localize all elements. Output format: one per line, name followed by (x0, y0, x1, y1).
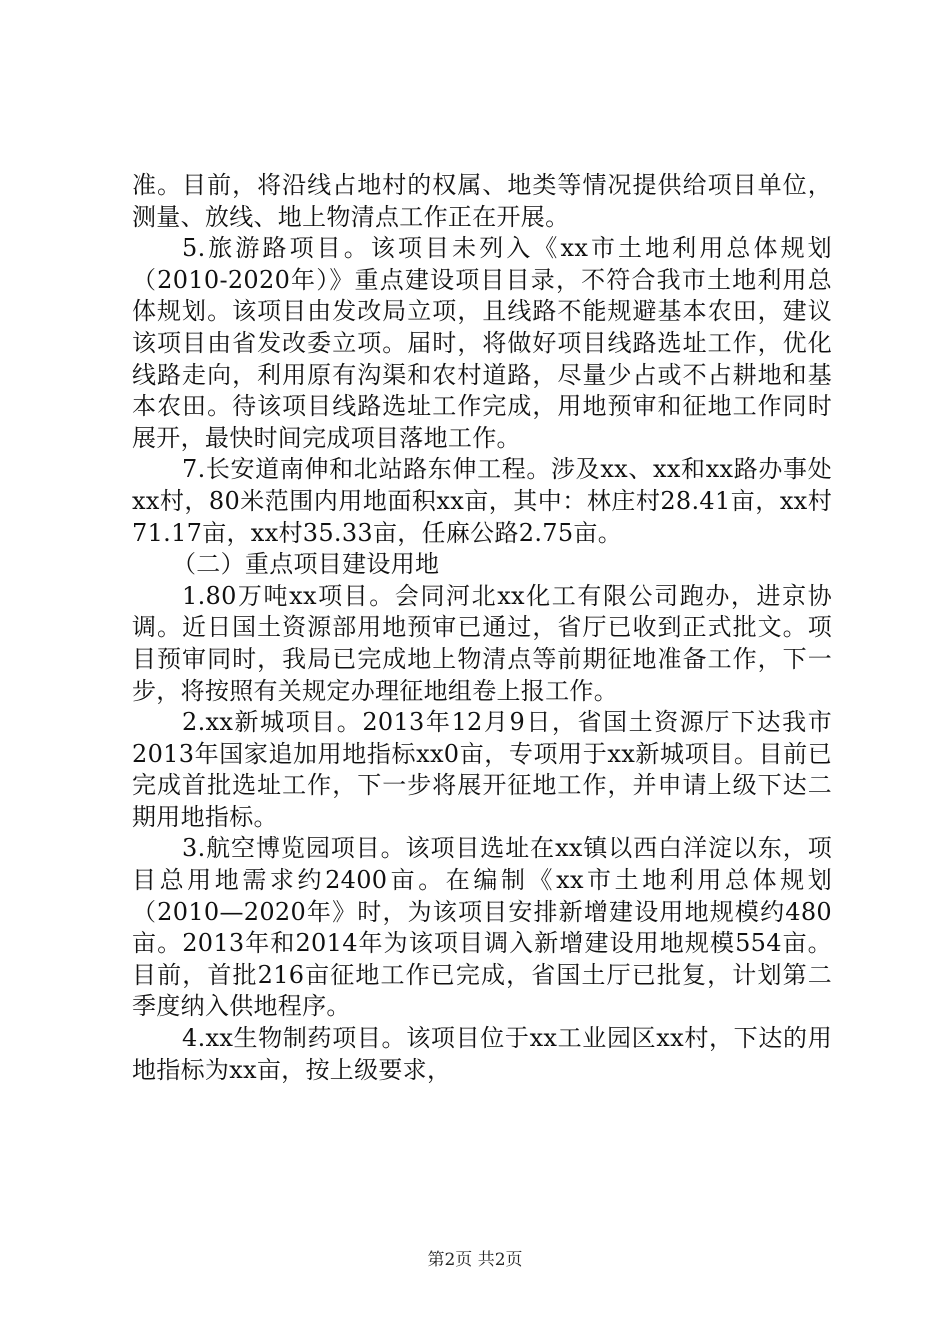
paragraph-aviation-expo-project: 3.航空博览园项目。该项目选址在xx镇以西白洋淀以东，项目总用地需求约2400亩。在编制《xx市土地利用总体规划（2010—2020年》时，为该项目安排新增建设用地规模约480亩。2013年和2014年为该项目调入新增建设用地规模554亩。目前，首批216亩征地工作已完成，省国土厅已批复，计划第二季度纳入供地程序。 (132, 834, 832, 1021)
page-footer: 第2页 共2页 (427, 1250, 523, 1270)
document-body (132, 170, 832, 1086)
paragraph-changan-road-project: 7.长安道南伸和北站路东伸工程。涉及xx、xx和xx路办事处xx村，80米范围内用地面积xx亩，其中：林庄村28.41亩，xx村71.17亩，xx村35.33亩，任麻公路2.75亩。 (132, 455, 832, 547)
paragraph-800k-ton-project: 1.80万吨xx项目。会同河北xx化工有限公司跑办，进京协调。近日国土资源部用地预审已通过，省厅已收到正式批文。项目预审同时，我局已完成地上物清点等前期征地准备工作，下一步，将按照有关规定办理征地组卷上报工作。 (132, 581, 832, 705)
paragraph-new-city-project: 2.xx新城项目。2013年12月9日，省国土资源厅下达我市2013年国家追加用地指标xx0亩，专项用于xx新城项目。目前已完成首批选址工作，下一步将展开征地工作，并申请上级下达二期用地指标。 (132, 708, 832, 831)
paragraph-continuation: 准。目前，将沿线占地村的权属、地类等情况提供给项目单位，测量、放线、地上物清点工作正在开展。 (132, 171, 832, 231)
section-heading-key-projects: （二）重点项目建设用地 (172, 550, 440, 579)
paragraph-tourism-road-project: 5.旅游路项目。该项目未列入《xx市土地利用总体规划（2010-2020年）》重点建设项目目录，不符合我市土地利用总体规划。该项目由发改局立项，且线路不能规避基本农田，建议该项目由省发改委立项。届时，将做好项目线路选址工作，优化线路走向，利用原有沟渠和农村道路，尽量少占或不占耕地和基本农田。待该项目线路选址工作完成，用地预审和征地工作同时展开，最快时间完成项目落地工作。 (132, 234, 832, 452)
paragraph-biopharma-project: 4.xx生物制药项目。该项目位于xx工业园区xx村，下达的用地指标为xx亩，按上级要求， (132, 1024, 832, 1084)
